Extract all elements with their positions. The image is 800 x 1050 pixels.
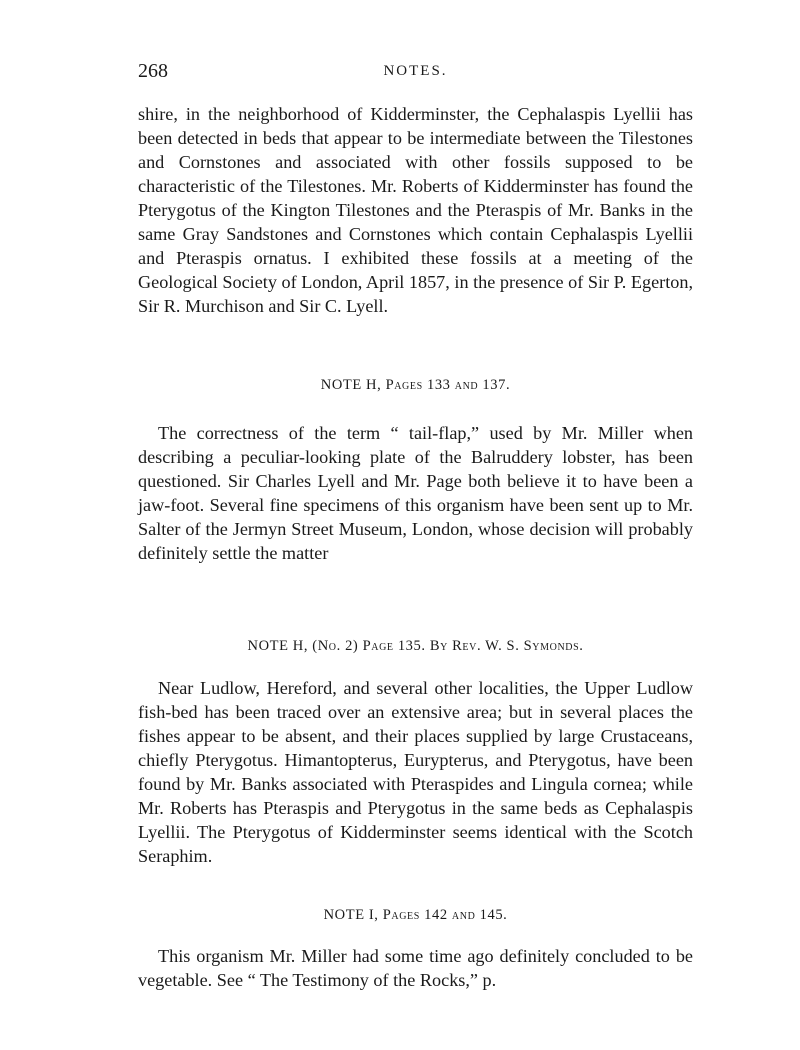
note-h-block <box>138 421 693 565</box>
continuation-paragraph-block <box>138 102 693 318</box>
page-header <box>138 60 693 88</box>
note-h-heading: NOTE H, Pages 133 and 137. <box>320 377 511 393</box>
note-h2-paragraph: Near Ludlow, Hereford, and several other localities, the Upper Ludlow fish-bed has been traced over an extensive area; but in several places the fishes appear to be absent, and their places supplied by large Crustaceans, chiefly Pterygotus. Himantopterus, Eurypterus, and Pterygotus, have been found by Mr. Banks associated with Pteraspides and Lingula cornea; while Mr. Roberts has Pteraspis and Pterygotus in the same beds as Cephalaspis Lyellii. The Pterygotus of Kidderminster seems identical with the Scotch Seraphim. <box>138 678 693 866</box>
page-number: 268 <box>138 60 168 82</box>
note-i-heading: NOTE I, Pages 142 and 145. <box>323 907 508 923</box>
running-head: NOTES. <box>383 63 448 79</box>
note-h-paragraph: The correctness of the term “ tail-flap,” used by Mr. Miller when describing a peculiar-looking plate of the Balruddery lobster, has been questioned. Sir Charles Lyell and Mr. Page both believe it to have been a jaw-foot. Several fine specimens of this organism have been sent up to Mr. Salter of the Jermyn Street Museum, London, whose decision will probably definitely settle the matter <box>138 423 693 563</box>
note-h2-block <box>138 676 693 868</box>
note-i-paragraph: This organism Mr. Miller had some time ago definitely concluded to be vegetable. See “ The Testimony of the Rocks,” p. <box>138 946 693 990</box>
note-i-block <box>138 944 693 992</box>
continuation-paragraph: shire, in the neighborhood of Kidderminster, the Cephalaspis Lyellii has been detected in beds that appear to be intermediate between the Tilestones and Cornstones and associated with other fossils supposed to be characteristic of the Tilestones. Mr. Roberts of Kidderminster has found the Pterygotus of the Kington Tilestones and the Pteraspis of Mr. Banks in the same Gray Sandstones and Cornstones which contain Cephalaspis Lyellii and Pteraspis ornatus. I exhibited these fossils at a meeting of the Geological Society of London, April 1857, in the presence of Sir P. Egerton, Sir R. Murchison and Sir C. Lyell. <box>138 104 693 316</box>
note-h2-heading: NOTE H, (No. 2) Page 135. By Rev. W. S. Symonds. <box>247 638 584 654</box>
